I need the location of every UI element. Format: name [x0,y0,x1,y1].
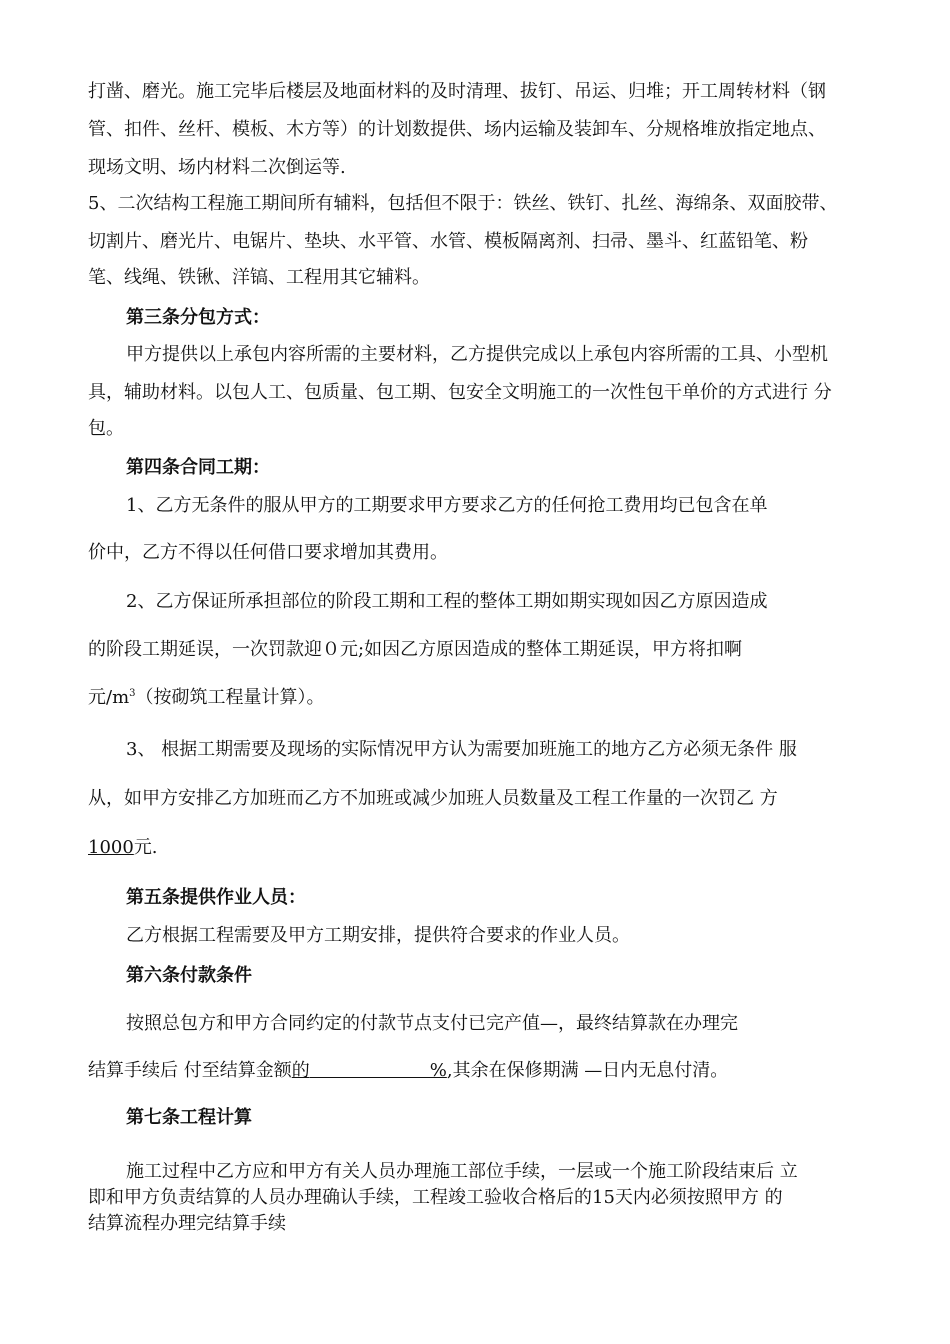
section-heading-7: 第七条工程计算 [126,1107,252,1128]
text-line: 切割片、磨光片、电锯片、垫块、水平管、水管、模板隔离剂、扫帚、墨斗、红蓝铅笔、粉 [88,231,808,252]
text-line [88,1059,728,1083]
text-line: 1、乙方无条件的服从甲方的工期要求甲方要求乙方的任何抢工费用均已包含在单 [126,495,768,516]
text-line: 笔、线绳、铁锹、洋镐、工程用其它辅料。 [88,267,430,288]
text-line: 从，如甲方安排乙方加班而乙方不加班或减少加班人员数量及工程工作量的一次罚乙 方 [88,788,778,809]
underlined-text: 的 [291,1060,310,1081]
text-span: 结算手续后 付至结算金额 [88,1060,292,1081]
text-line: 具，辅助材料。以包人工、包质量、包工期、包安全文明施工的一次性包干单价的方式进行 分 [88,382,832,403]
unit-text: 元/m [88,687,130,708]
text-line: 乙方根据工程需要及甲方工期安排，提供符合要求的作业人员。 [126,925,630,946]
superscript: 3 [129,688,136,699]
text-line: 管、扣件、丝杆、模板、木方等）的计划数提供、场内运输及装卸车、分规格堆放指定地点、 [88,119,826,140]
text-line: 包。 [88,418,124,439]
text-line: 打凿、磨光。施工完毕后楼层及地面材料的及时清理、拔钉、吊运、归堆；开工周转材料（钢 [88,81,826,102]
blank-field [310,1059,430,1078]
section-heading-5: 第五条提供作业人员： [126,887,306,908]
text-span: （按砌筑工程量计算）。 [135,687,325,708]
text-line: 施工过程中乙方应和甲方有关人员办理施工部位手续，一层或一个施工阶段结束后 立 [126,1161,798,1182]
percent-sign: % [429,1060,447,1081]
text-line: 3、 根据工期需要及现场的实际情况甲方认为需要加班施工的地方乙方必须无条件 服 [126,739,797,760]
section-heading-6: 第六条付款条件 [126,965,252,986]
text-line: 按照总包方和甲方合同约定的付款节点支付已完产值—，最终结算款在办理完 [126,1013,738,1034]
text-line: 5、二次结构工程施工期间所有辅料，包括但不限于：铁丝、铁钉、扎丝、海绵条、双面胶带、 [88,193,838,214]
text-line [88,686,325,710]
text-line: 即和甲方负责结算的人员办理确认手续，工程竣工验收合格后的15天内必须按照甲方 的 [88,1187,783,1208]
text-line: 现场文明、场内材料二次倒运等. [88,157,346,178]
section-heading-4: 第四条合同工期： [126,457,270,478]
text-span: ,其余在保修期满 —日内无息付清。 [446,1060,729,1081]
text-line: 2、乙方保证所承担部位的阶段工期和工程的整体工期如期实现如因乙方原因造成 [126,591,768,612]
text-line: 价中，乙方不得以任何借口要求增加其费用。 [88,542,448,563]
text-line: 甲方提供以上承包内容所需的主要材料，乙方提供完成以上承包内容所需的工具、小型机 [126,344,828,365]
underlined-amount: 1000 [88,837,134,858]
text-span: 元. [133,837,158,858]
text-line: 的阶段工期延误，一次罚款迎０元;如因乙方原因造成的整体工期延误，甲方将扣啊 [88,639,743,660]
text-line: 结算流程办理完结算手续 [88,1213,286,1234]
section-heading-3: 第三条分包方式： [126,307,270,328]
text-line [88,836,158,860]
